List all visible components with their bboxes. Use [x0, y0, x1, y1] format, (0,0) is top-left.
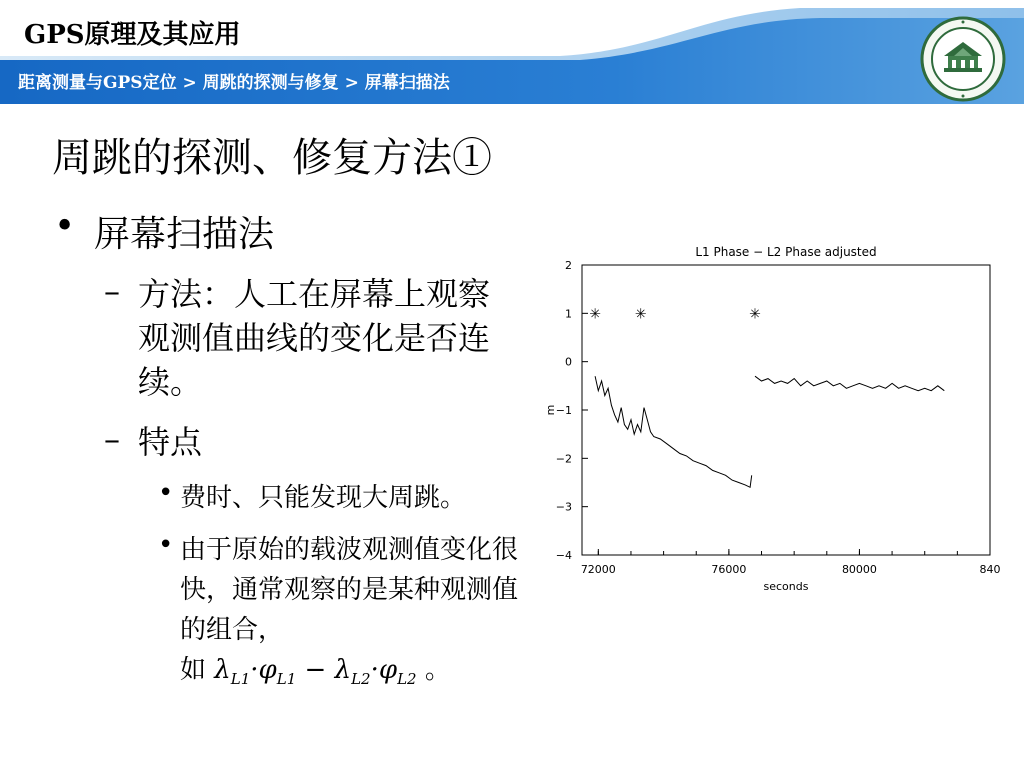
- phase-chart: [530, 240, 1001, 612]
- y-tick-label: 0: [565, 355, 572, 369]
- series-line: [595, 376, 752, 487]
- dash-marker: –: [104, 420, 120, 458]
- x-tick-label: 76000: [711, 563, 747, 576]
- formula-sub: L2: [397, 670, 417, 689]
- university-logo: [920, 16, 1006, 102]
- y-tick-label: −1: [555, 404, 572, 417]
- formula-dot: ·: [370, 655, 379, 685]
- y-tick-label: −4: [555, 549, 572, 562]
- x-tick-label: 72000: [580, 563, 616, 576]
- point-suffix: 。: [424, 655, 451, 685]
- y-tick-label: −2: [555, 452, 572, 466]
- cycle-slip-marker: ✳: [589, 306, 601, 323]
- chart-title: L1 Phase − L2 Phase adjusted: [695, 245, 877, 259]
- x-tick-label: 80000: [841, 563, 877, 576]
- formula-lambda: λ: [214, 655, 231, 685]
- formula-minus: −: [304, 655, 327, 685]
- bullet-dot: •: [158, 530, 174, 560]
- dash-marker: –: [104, 272, 120, 310]
- cycle-slip-marker: ✳: [749, 306, 761, 323]
- formula-sub: L2: [351, 670, 371, 689]
- series-line: [755, 376, 944, 391]
- formula-phi: φ: [378, 655, 398, 685]
- x-axis-label: seconds: [763, 580, 809, 593]
- bullet-dot: •: [158, 478, 174, 508]
- formula-phi: φ: [258, 655, 277, 685]
- formula-combination: [214, 655, 425, 689]
- slide-title: 周跳的探测、修复方法①: [52, 135, 492, 181]
- breadcrumb: 距离测量与GPS定位 > 周跳的探测与修复 > 屏幕扫描法: [18, 73, 450, 93]
- y-axis-label: m: [544, 404, 557, 416]
- y-tick-label: −3: [555, 500, 572, 514]
- x-tick-label: 840: [979, 563, 1001, 576]
- y-tick-label: 2: [565, 259, 572, 272]
- point-prefix: 如: [180, 655, 207, 685]
- slide-header: [0, 0, 1024, 104]
- sub-bullet-text: 特点: [138, 423, 203, 461]
- cycle-slip-marker: ✳: [634, 306, 647, 323]
- bullet-label: 屏幕扫描法: [94, 214, 275, 255]
- formula-lambda: λ: [334, 655, 352, 685]
- point-text: [180, 530, 520, 699]
- bullet-dot: •: [54, 206, 76, 247]
- point-text-main: 由于原始的载波观测值变化很快，通常观察的是某种观测值的组合，: [180, 535, 519, 645]
- sub-bullet-text: 方法：人工在屏幕上观察观测值曲线的变化是否连续。: [138, 275, 491, 401]
- point-text: 费时、只能发现大周跳。: [180, 483, 467, 513]
- course-title: GPS原理及其应用: [24, 20, 241, 50]
- formula-sub: L1: [230, 670, 251, 689]
- formula-sub: L1: [276, 670, 297, 689]
- y-tick-label: 1: [565, 307, 572, 321]
- formula-dot: ·: [250, 655, 259, 685]
